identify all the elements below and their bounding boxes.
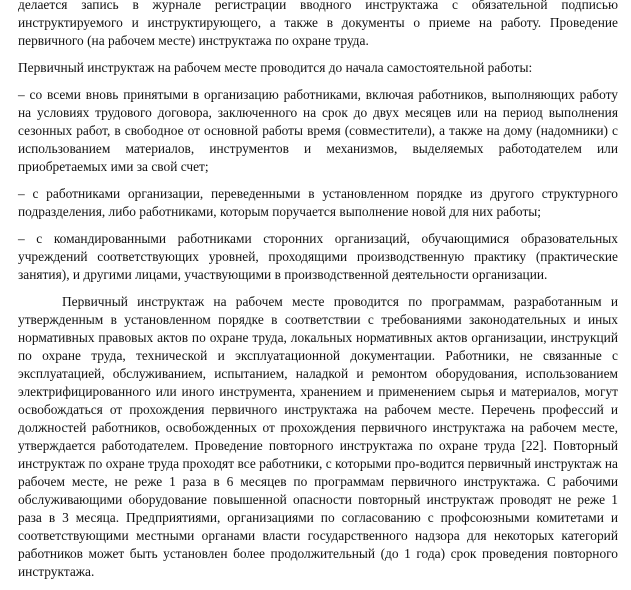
document-body [18, 0, 618, 590]
list-item-transferred-employees: – с работниками организации, переведенными в установленном порядке из другого структурного подразделения, либо работниками, которым поручается выполнение новой для них работы; [18, 186, 618, 219]
list-item-new-employees: – со всеми вновь принятыми в организацию работниками, включая работников, выполняющих работу на условиях трудового договора, заключенного на срок до двух месяцев или на период выполнения сезонных работ, в свободное от основной работы время (совместители), а также на дому (надомники) с использованием материалов, инструментов и механизмов, выделяемых работодателем или приобретаемых ими за свой счет; [18, 87, 618, 174]
paragraph-intro-record: делается запись в журнале регистрации вводного инструктажа с обязательной подписью инструктируемого и инструктирующего, а также в документы о приеме на работу. Проведение первичного (на рабочем месте) инструктажа по охране труда. [18, 0, 618, 48]
paragraph-primary-briefing-lead: Первичный инструктаж на рабочем месте проводится до начала самостоятельной работы: [18, 60, 533, 75]
paragraph-programs-and-repeat-briefing: Первичный инструктаж на рабочем месте проводится по программам, разработанным и утвержденным в установленном порядке в соответствии с требованиями законодательных и иных нормативных правовых актов по охране труда, локальных нормативных актов организации, инструкций по охране труда, технической и эксплуатационной документации. Работники, не связанные с эксплуатацией, обслуживанием, испытанием, наладкой и ремонтом оборудования, использованием электрифицированного или иного инструмента, хранением и применением сырья и материалов, могут освобождаться от прохождения первичного инструктажа на рабочем месте. Перечень профессий и должностей работников, освобожденных от прохождения первичного инструктажа на рабочем месте, утверждается работодателем. Проведение повторного инструктажа по охране труда [22]. Повторный инструктаж по охране труда проходят все работники, с которыми про-водится первичный инструктаж на рабочем месте, не реже 1 раза в 6 месяцев по программам первичного инструктажа. С рабочими обслуживающими оборудование повышенной опасности повторный инструктаж проводят не реже 1 раза в 3 месяца. Предприятиями, организациями по согласованию с профсоюзными комитетами и соответствующими местными органами власти государственного надзора для некоторых категорий работников может быть установлен более продолжительный (до 1 года) срок проведения повторного инструктажа. [18, 294, 618, 579]
list-item-seconded-workers: – с командированными работниками сторонних организаций, обучающимися образовательных учреждений соответствующих уровней, проходящими производственную практику (практические занятия), и другими лицами, участвующими в производственной деятельности организации. [18, 231, 618, 282]
